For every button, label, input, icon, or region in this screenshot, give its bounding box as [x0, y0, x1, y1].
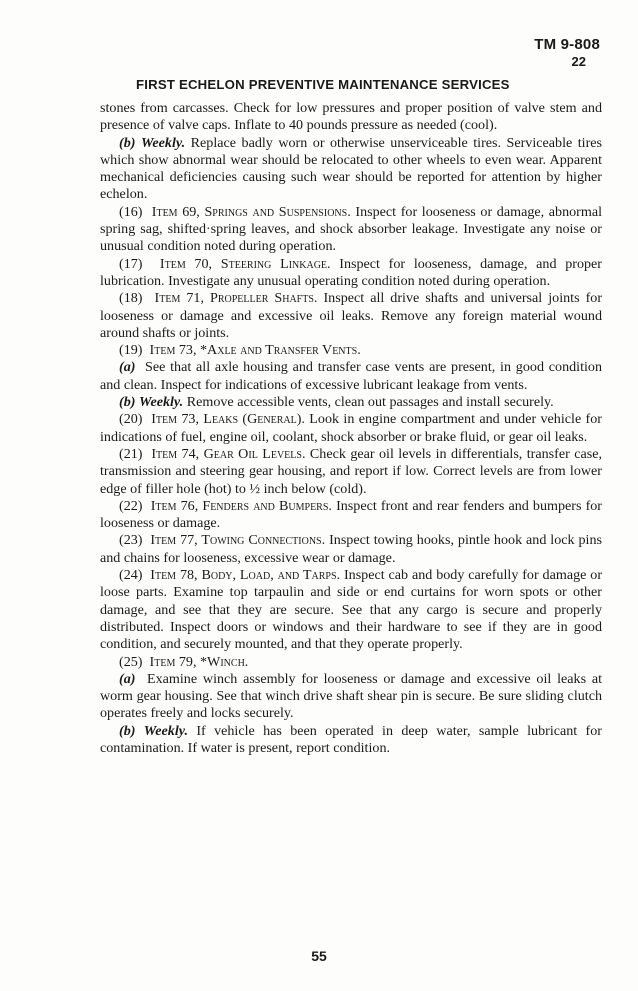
paragraph-19b: (b) Weekly. Remove accessible vents, clean out passages and install securely.: [119, 394, 554, 411]
body-text: [100, 100, 602, 757]
paragraph-25a: (a) Examine winch assembly for looseness or damage and excessive oil leaks at worm gear housing. See that winch drive shaft shear pin is secure. Be sure sliding clutch operates freely and locks securely.: [100, 670, 603, 722]
paragraph-continued: stones from carcasses. Check for low pressures and proper position of valve stem and presence of valve caps. Inflate to 40 pounds pressure as needed (cool).: [100, 100, 602, 134]
document-id: TM 9-808: [534, 36, 600, 53]
paragraph-16: (16) Item 69, Springs and Suspensions. Inspect for looseness or damage, abnormal spring sag, shifted·spring leaves, and shock absorber leakage. Investigate any noise or unusual condition noted during operation.: [100, 203, 603, 255]
section-number: 22: [571, 54, 586, 69]
paragraph-24: (24) Item 78, Body, Load, and Tarps. Inspect cab and body carefully for damage or loose parts. Examine top tarpaulin and side or end curtains for worn spots or other damage, and see that they are secure. See that any cargo is secure and properly distributed. Inspect doors or windows and their hardware to see if they are in good condition, and securely mounted, and that they operate properly.: [100, 567, 603, 653]
paragraph-18: (18) Item 71, Propeller Shafts. Inspect all drive shafts and universal joints for looseness or damage and excessive oil leaks. Remove any foreign material wound around shafts or joints.: [100, 290, 603, 341]
paragraph-21: (21) Item 74, Gear Oil Levels. Check gear oil levels in differentials, transfer case, transmission and steering gear housing, and report if low. Correct levels are from lower edge of filler hole (hot) to ½ inch below (cold).: [100, 445, 602, 497]
paragraph-25b: (b) Weekly. If vehicle has been operated in deep water, sample lubricant for contamination. If water is present, report condition.: [100, 722, 602, 756]
paragraph-23: (23) Item 77, Towing Connections. Inspect towing hooks, pintle hook and lock pins and chains for looseness, excessive wear or damage.: [100, 532, 602, 566]
paragraph-22: (22) Item 76, Fenders and Bumpers. Inspect front and rear fenders and bumpers for looseness or damage.: [100, 497, 602, 532]
paragraph-17: (17) Item 70, Steering Linkage. Inspect for looseness, damage, and proper lubrication. Investigate any unusual operating condition noted during operation.: [100, 255, 602, 289]
paragraph-19: (19) Item 73, *Axle and Transfer Vents.: [119, 342, 361, 359]
paragraph-20: (20) Item 73, Leaks (General). Look in engine compartment and under vehicle for indications of fuel, engine oil, coolant, shock absorber or brake fluid, or gear oil leaks.: [100, 411, 602, 445]
paragraph-19a: (a) See that all axle housing and transfer case vents are present, in good condition and clean. Inspect for indications of excessive lubricant leakage from vents.: [100, 359, 603, 393]
paragraph-15b: (b) Weekly. Replace badly worn or otherwise unserviceable tires. Serviceable tires which show abnormal wear should be relocated to other wheels to even wear. Apparent mechanical deficiencies causing such wear should be reported for attention by higher echelon.: [100, 134, 602, 203]
page-number: 55: [311, 948, 327, 964]
paragraph-25: (25) Item 79, *Winch.: [119, 653, 249, 670]
running-title: FIRST ECHELON PREVENTIVE MAINTENANCE SERVICES: [136, 77, 510, 92]
